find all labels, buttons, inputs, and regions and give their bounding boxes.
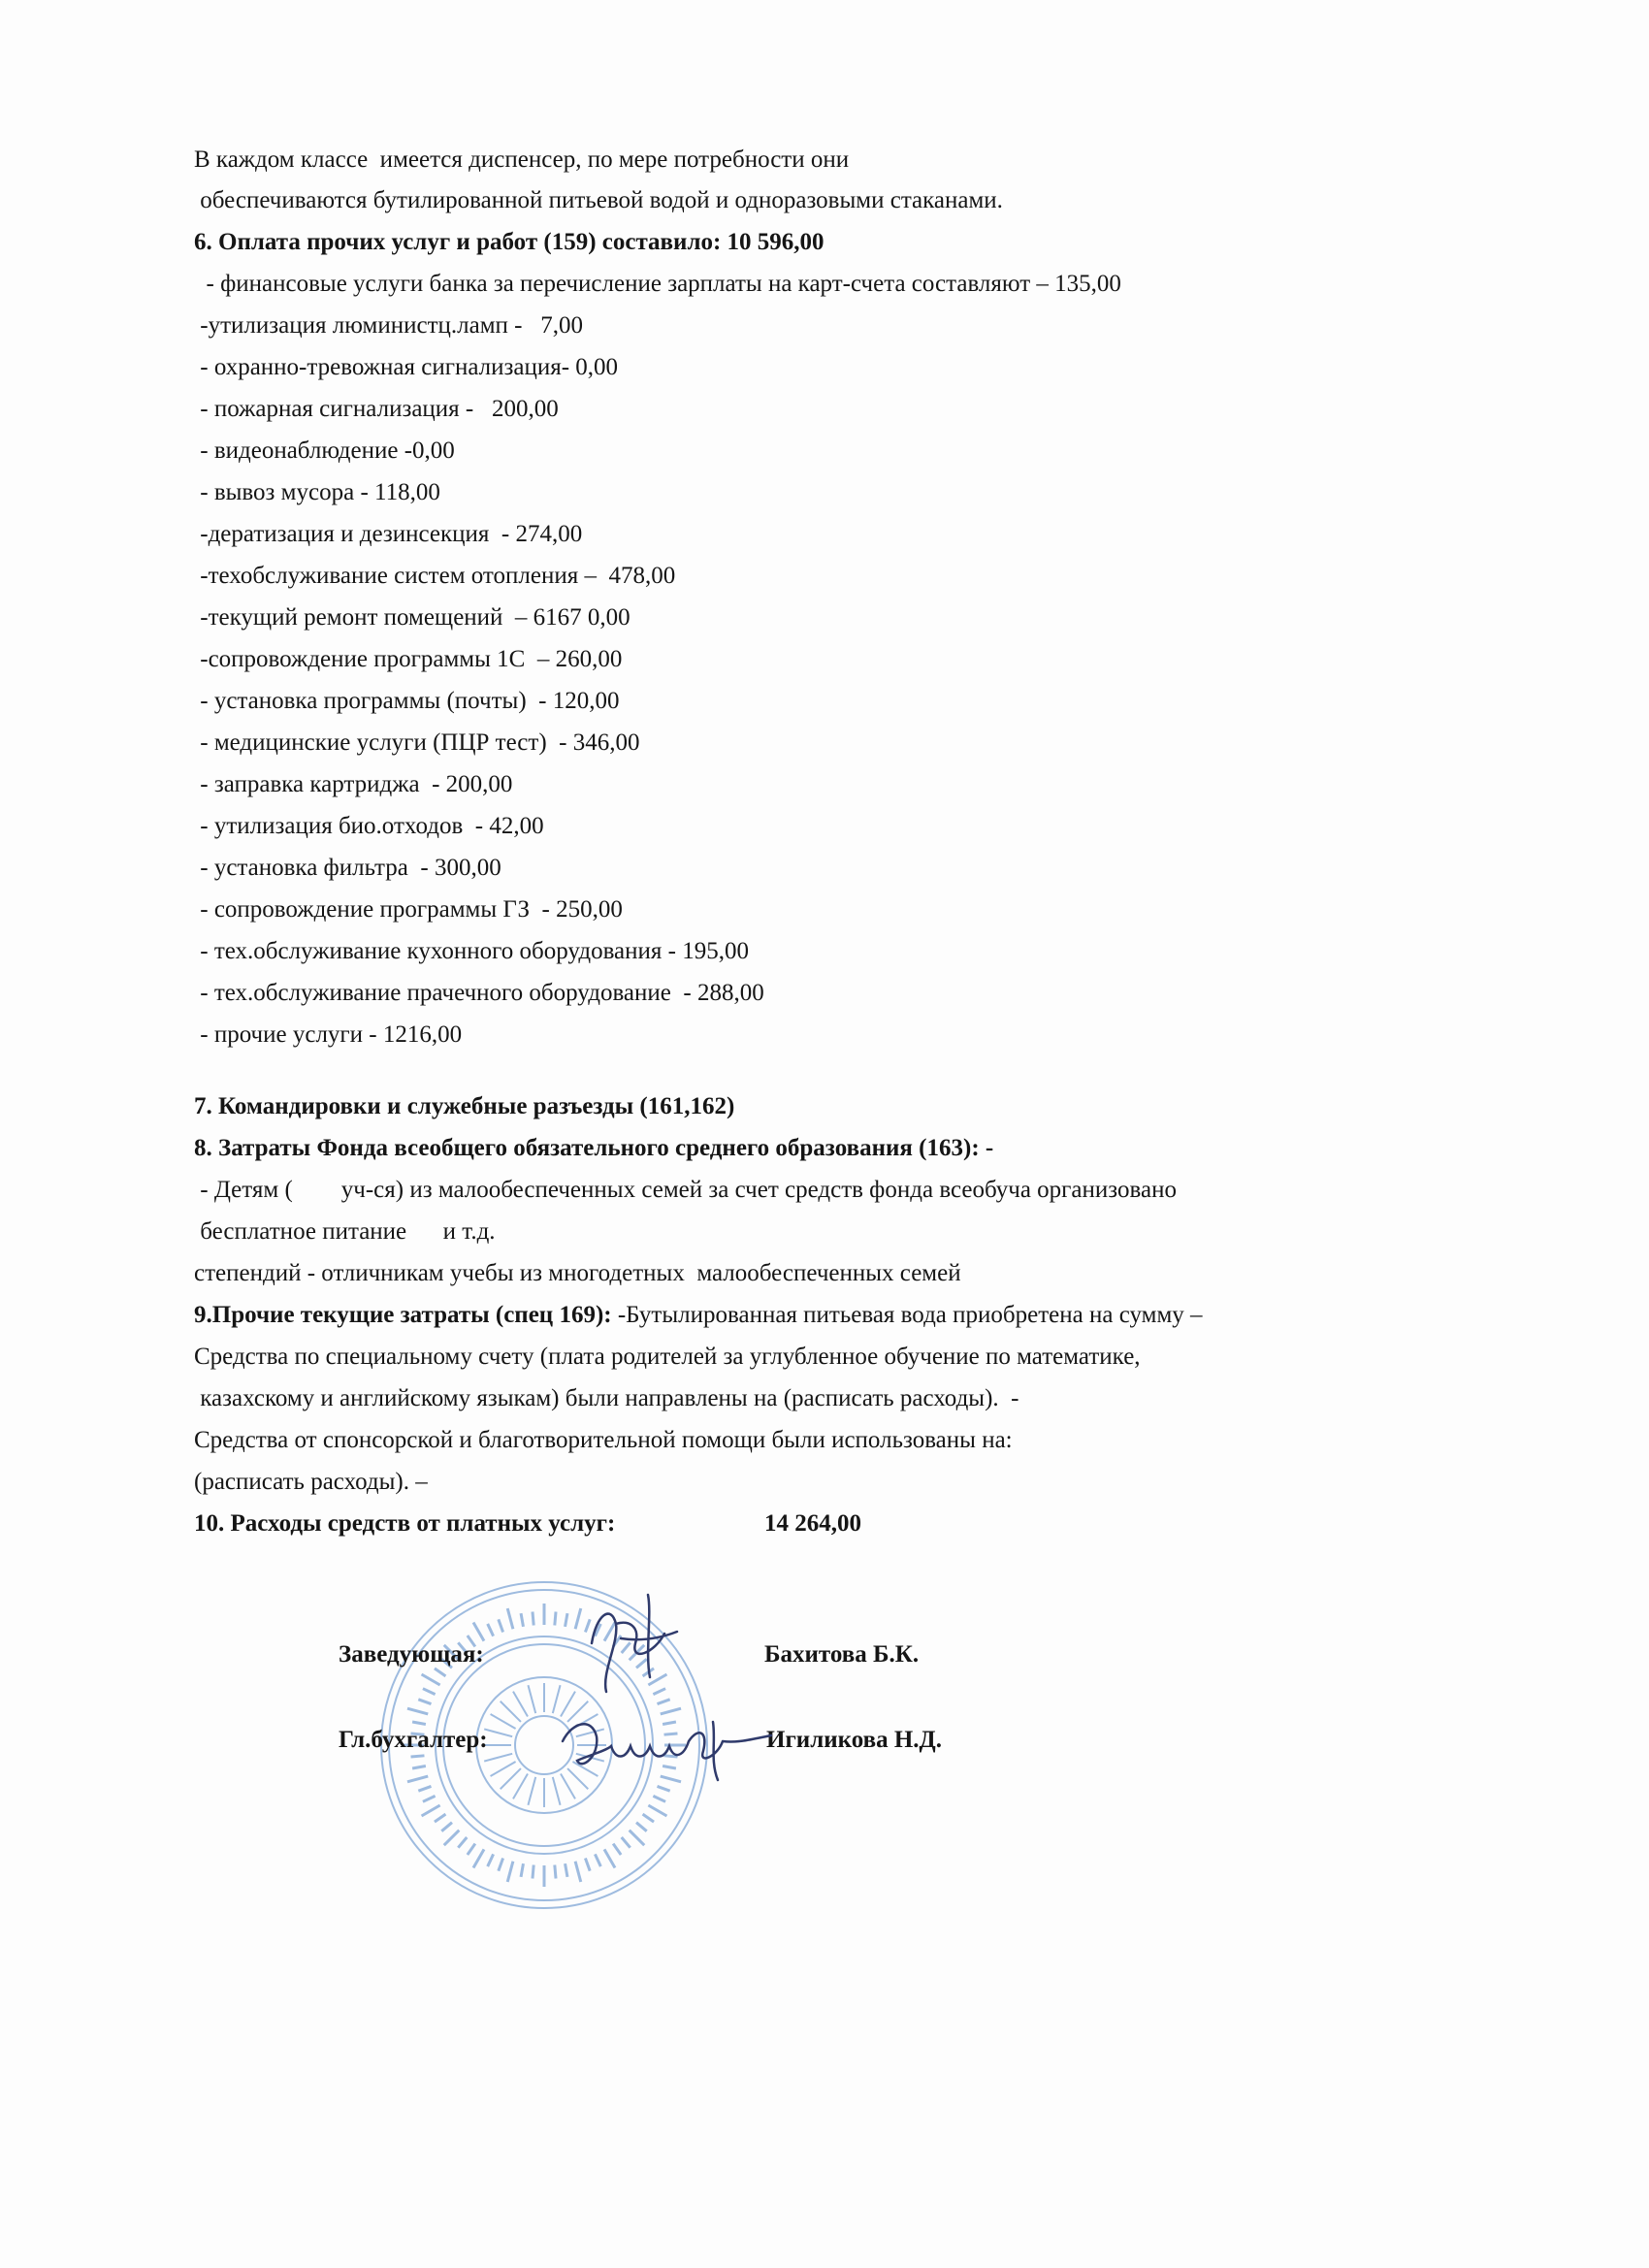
section-6-item: -утилизация люминистц.ламп - 7,00 (194, 312, 583, 339)
seal-text-mark (555, 1612, 556, 1626)
section-6-item: - вывоз мусора - 118,00 (194, 479, 440, 505)
section-8-heading: 8. Затраты Фонда всеобщего обязательного среднего образования (163): - (194, 1135, 994, 1161)
seal-text-mark (473, 1849, 484, 1867)
section-6-item: -техобслуживание систем отопления – 478,00 (194, 563, 676, 589)
section-10-amount: 14 264,00 (764, 1510, 861, 1537)
seal-text-mark (507, 1862, 513, 1882)
section-6-item: - охранно-тревожная сигнализация- 0,00 (194, 354, 619, 380)
seal-text-mark (555, 1865, 556, 1879)
section-6-item: - утилизация био.отходов - 42,00 (194, 813, 544, 839)
section-9-heading: 9.Прочие текущие затраты (спец 169): (194, 1302, 618, 1328)
section-9-heading-rest: -Бутылированная питьевая вода приобретена на сумму – (617, 1302, 1203, 1328)
seal-text-mark (488, 1624, 494, 1636)
seal-text-mark (412, 1722, 426, 1724)
section-10-heading: 10. Расходы средств от платных услуг: (194, 1510, 616, 1537)
section-9-line-1: Средства по специальному счету (плата родителей за углубленное обучение по математике, (194, 1344, 1141, 1370)
section-6-item: -текущий ремонт помещений – 6167 0,00 (194, 604, 630, 631)
seal-text-mark (468, 1844, 475, 1855)
seal-text-mark (444, 1831, 460, 1846)
section-6-item: - пожарная сигнализация - 200,00 (194, 396, 559, 422)
head-name: Бахитова Б.К. (764, 1641, 920, 1668)
seal-text-mark (604, 1849, 615, 1867)
seal-text-mark (423, 1689, 436, 1695)
section-6-item: - установка программы (почты) - 120,00 (194, 688, 620, 714)
section-6-item: - тех.обслуживание прачечного оборудование - 288,00 (194, 980, 764, 1006)
seal-text-mark (422, 1674, 440, 1685)
seal-ray (501, 1768, 521, 1789)
seal-text-mark (499, 1619, 503, 1632)
section-7-heading: 7. Командировки и служебные разъезды (161,162) (194, 1093, 735, 1119)
seal-text-mark (458, 1837, 467, 1848)
section-6-item: - финансовые услуги банка за перечисление зарплаты на карт-счета составляют – 135,00 (194, 271, 1121, 297)
section-9-line-4: (расписать расходы). – (194, 1469, 428, 1495)
seal-ray (528, 1685, 535, 1713)
section-6-item: - медицинские услуги (ПЦР тест) - 346,00 (194, 729, 640, 756)
seal-text-mark (613, 1844, 621, 1855)
section-8-line-1: - Детям ( уч-ся) из малообеспеченных семей за счет средств фонда всеобуча организовано (194, 1177, 1177, 1203)
section-8-line-3: степендий - отличникам учебы из многодетных малообеспеченных семей (194, 1260, 961, 1286)
seal-text-mark (473, 1623, 484, 1641)
section-6-item: - видеонаблюдение -0,00 (194, 437, 455, 464)
seal-text-mark (648, 1805, 666, 1816)
section-9-line-3: Средства от спонсорской и благотворительной помощи были использованы на: (194, 1427, 1013, 1453)
seal-text-mark (533, 1612, 534, 1626)
seal-text-mark (418, 1786, 431, 1791)
section-6-item: - заправка картриджа - 200,00 (194, 771, 513, 797)
seal-text-mark (636, 1823, 647, 1831)
seal-text-mark (499, 1859, 503, 1871)
seal-ray (491, 1762, 516, 1776)
head-label: Заведующая: (339, 1641, 484, 1668)
section-6-item: - установка фильтра - 300,00 (194, 855, 501, 881)
seal-text-mark (630, 1831, 645, 1846)
intro-line-1: В каждом классе имеется диспенсер, по мере потребности они (194, 146, 850, 173)
section-6-item: -сопровождение программы 1С – 260,00 (194, 646, 623, 672)
section-6-item: - прочие услуги - 1216,00 (194, 1021, 463, 1048)
seal-text-mark (521, 1863, 523, 1877)
seal-text-mark (441, 1823, 452, 1831)
seal-text-mark (411, 1756, 425, 1757)
section-9-first-line (194, 1301, 1203, 1330)
accountant-name: Игиликова Н.Д. (766, 1727, 942, 1753)
seal-text-mark (507, 1608, 513, 1629)
intro-line-2: обеспечиваются бутилированной питьевой водой и одноразовыми стаканами. (194, 187, 1003, 213)
seal-text-mark (521, 1613, 523, 1627)
seal-ray (484, 1729, 512, 1736)
seal-text-mark (566, 1863, 567, 1877)
seal-text-mark (435, 1814, 445, 1822)
seal-ray (513, 1692, 528, 1717)
section-6-item: -дератизация и дезинсекция - 274,00 (194, 521, 583, 547)
seal-text-mark (595, 1854, 600, 1866)
accountant-label: Гл.бухгалтер: (339, 1727, 488, 1753)
seal-text-mark (412, 1766, 426, 1768)
section-6-item: - сопровождение программы ГЗ - 250,00 (194, 896, 623, 923)
seal-text-mark (488, 1854, 494, 1866)
seal-text-mark (407, 1708, 428, 1714)
section-8-line-2: бесплатное питание и т.д. (194, 1218, 496, 1245)
seal-text-mark (435, 1669, 445, 1676)
section-6-item: - тех.обслуживание кухонного оборудования - 195,00 (194, 938, 749, 964)
accountant-signature (553, 1702, 776, 1790)
section-9-line-2: казахскому и английскому языкам) были направлены на (расписать расходы). - (194, 1385, 1019, 1411)
seal-ray (501, 1701, 521, 1722)
seal-text-mark (418, 1700, 431, 1704)
head-signature (563, 1585, 689, 1701)
seal-text-mark (575, 1862, 581, 1882)
seal-text-mark (585, 1859, 590, 1871)
seal-ray (484, 1754, 512, 1762)
seal-text-mark (533, 1865, 534, 1879)
seal-ray (528, 1777, 535, 1805)
seal-text-mark (653, 1796, 665, 1801)
seal-text-mark (422, 1805, 440, 1816)
seal-text-mark (423, 1796, 436, 1801)
seal-text-mark (622, 1837, 630, 1848)
section-6-heading: 6. Оплата прочих услуг и работ (159) составило: 10 596,00 (194, 229, 824, 255)
seal-text-mark (407, 1776, 428, 1782)
seal-ray (513, 1773, 528, 1798)
seal-text-mark (643, 1814, 654, 1822)
seal-ray (491, 1714, 516, 1729)
